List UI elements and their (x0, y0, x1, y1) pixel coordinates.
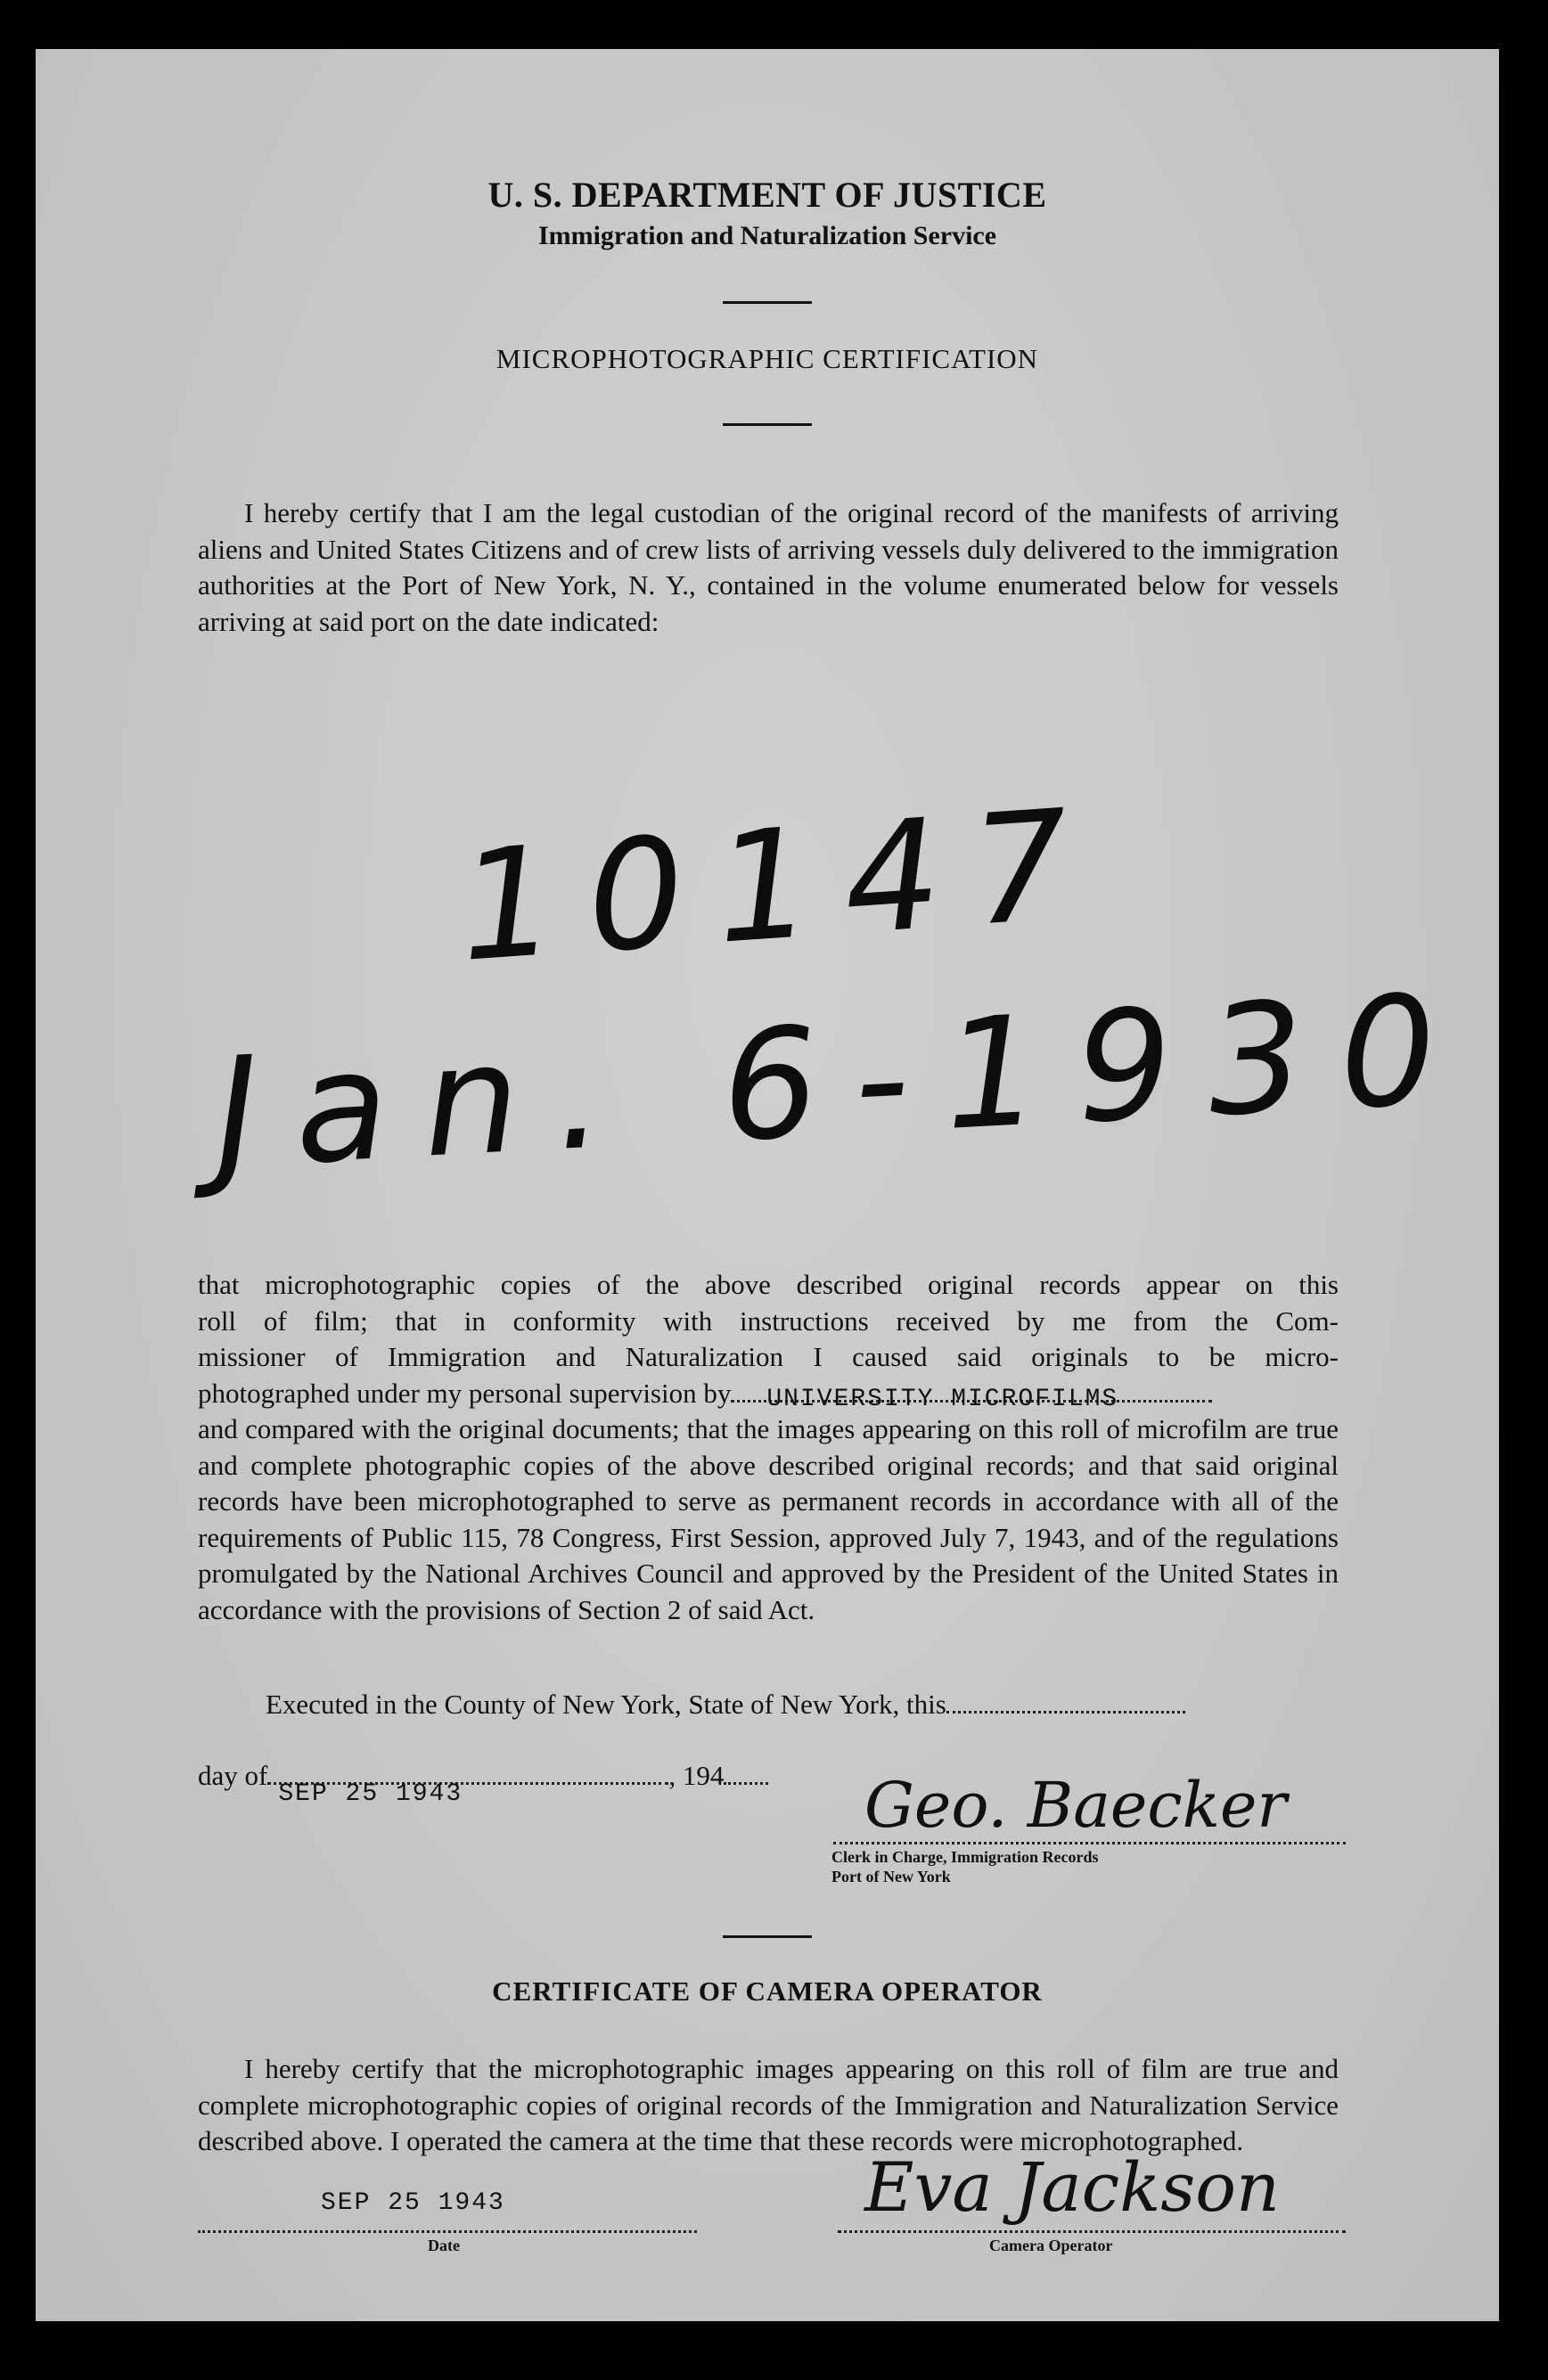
clerk-title (831, 1847, 1098, 1886)
custodian-paragraph: I hereby certify that I am the legal custodian of the original record of the manifests of arriving aliens and United States Citizens and of crew lists of arriving vessels duly delivered to the immigration authorities at the Port of New York, N. Y., contained in the volume enumerated below for vessels arriving at said port on the date indicated: (198, 497, 1339, 637)
supervisor-stamp: UNIVERSITY MICROFILMS (766, 1385, 1119, 1413)
divider-rule (723, 301, 812, 304)
clerk-title-line: Clerk in Charge, Immigration Records (831, 1848, 1099, 1866)
supervisor-field (731, 1385, 1212, 1413)
year-prefix: , 194 (668, 1760, 725, 1791)
body-line: roll of film; that in conformity with instructions received by me from the Com- (198, 1305, 1339, 1337)
date-stamp: SEP 25 1943 (278, 1780, 463, 1808)
body-line: that microphotographic copies of the above described original records appear on this (198, 1269, 1339, 1300)
divider-rule (723, 1935, 812, 1938)
year-field (724, 1782, 768, 1785)
clerk-signature: Geo. Baecker (864, 1769, 1287, 1842)
certification-title: MICROPHOTOGRAPHIC CERTIFICATION (496, 343, 1039, 374)
clerk-title-line: Port of New York (831, 1868, 951, 1885)
day-of-line (198, 1760, 768, 1808)
body-line: missioner of Immigration and Naturalization I caused said originals to be micro- (198, 1341, 1339, 1372)
handwritten-date: Jan. 6-1930 (209, 961, 1477, 1203)
camera-paragraph: I hereby certify that the microphotographic images appearing on this roll of film are true and complete microphotographic copies of original records of the Immigration and Naturalization Service described above. I operated the camera at the time that these records were microphotographed. (198, 2053, 1339, 2156)
camera-date-stamp: SEP 25 1943 (321, 2189, 505, 2217)
camera-date-label: Date (428, 2237, 460, 2254)
camera-date-line (198, 2230, 697, 2233)
divider-rule (723, 423, 812, 426)
supervisor-prefix: photographed under my personal supervision by (198, 1377, 732, 1409)
clerk-signature-line (833, 1842, 1346, 1844)
body-rest: and compared with the original documents; that the images appearing on this roll of microfilm are true and complete photographic copies of the above described original records; and that said original records have been microphotographed to serve as permanent records in accordance with all of the requirements of Public 115, 78 Congress, First Session, approved July 7, 1943, and of the regulations promulgated by the National Archives Council and approved by the President of the United States in accordance with the provisions of Section 2 of said Act. (198, 1413, 1339, 1625)
camera-certificate-title: CERTIFICATE OF CAMERA OPERATOR (492, 1975, 1043, 2007)
handwritten-volume-number: 10147 (453, 775, 1107, 996)
day-of-field (267, 1780, 668, 1808)
body-paragraph (198, 1267, 1339, 1628)
department-heading: U. S. DEPARTMENT OF JUSTICE (487, 175, 1047, 215)
executed-text: Executed in the County of New York, State of New York, this (266, 1689, 946, 1720)
operator-signature-line (838, 2230, 1346, 2233)
executed-day-field (946, 1711, 1185, 1713)
day-of-label: day of (198, 1760, 268, 1791)
supervisor-line (198, 1376, 1339, 1412)
operator-label: Camera Operator (989, 2237, 1113, 2254)
operator-signature: Eva Jackson (864, 2147, 1280, 2227)
executed-line (266, 1689, 1185, 1721)
certificate-sheet (36, 49, 1499, 2321)
service-subheading: Immigration and Naturalization Service (537, 221, 997, 250)
